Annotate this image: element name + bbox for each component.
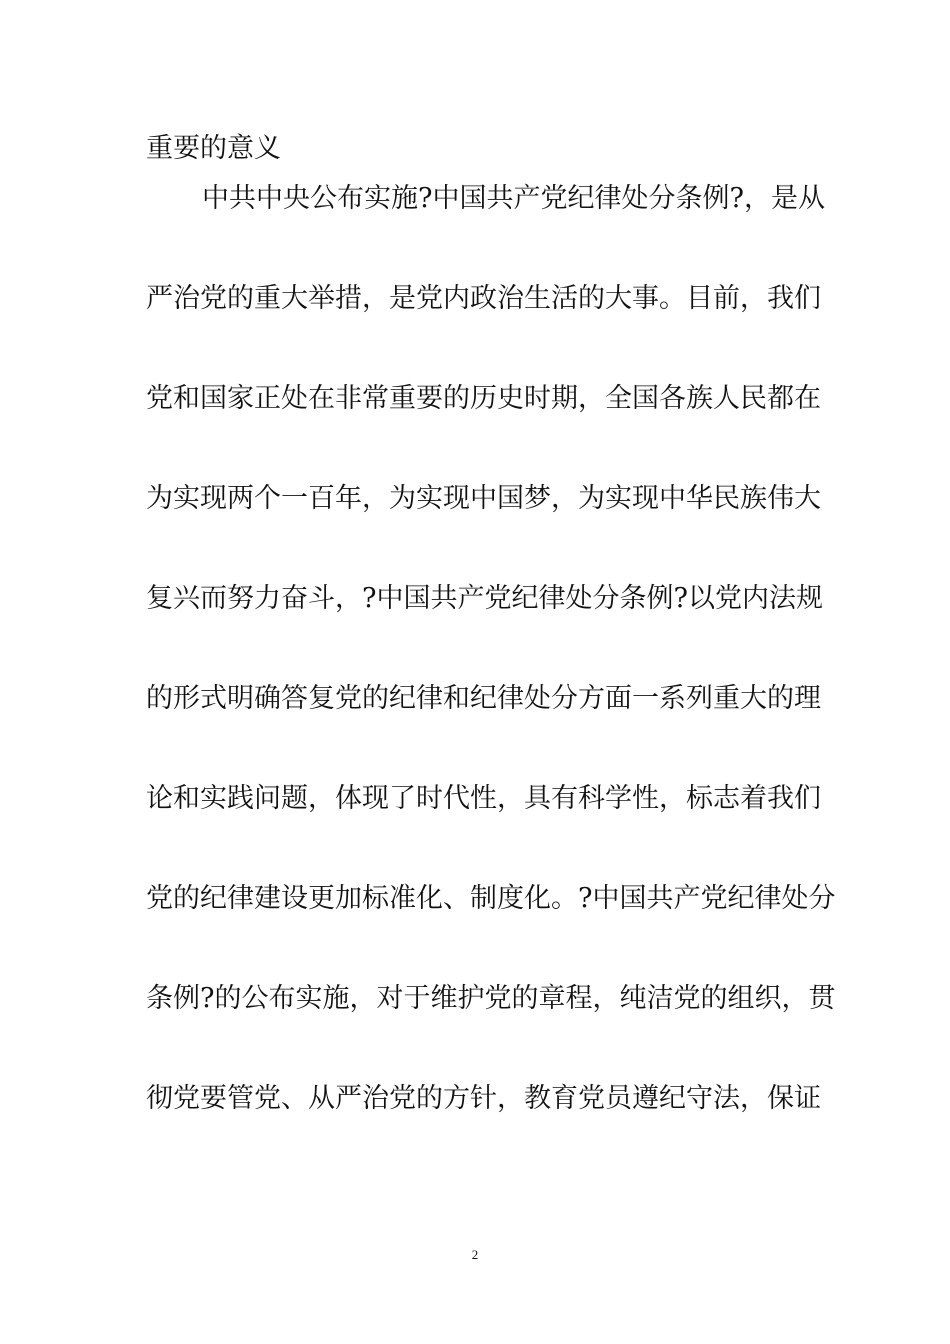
text-line-5: 为实现两个一百年，为实现中国梦，为实现中华民族伟大 [146, 483, 821, 514]
text-line-7: 的形式明确答复党的纪律和纪律处分方面一系列重大的理 [146, 683, 821, 714]
text-line-6: 复兴而努力奋斗，?中国共产党纪律处分条例?以党内法规 [146, 583, 823, 614]
text-line-8: 论和实践问题，体现了时代性，具有科学性，标志着我们 [146, 783, 821, 814]
text-line-11: 彻党要管党、从严治党的方针，教育党员遵纪守法，保证 [146, 1083, 821, 1114]
text-line-4: 党和国家正处在非常重要的历史时期，全国各族人民都在 [146, 383, 821, 414]
text-line-1: 重要的意义 [146, 133, 281, 164]
paragraph-first-line: 中共中央公布实施?中国共产党纪律处分条例?，是从 [202, 183, 825, 214]
page-number: 2 [471, 1247, 479, 1262]
text-line-9: 党的纪律建设更加标准化、制度化。?中国共产党纪律处分 [146, 883, 836, 914]
text-line-3: 严治党的重大举措，是党内政治生活的大事。目前，我们 [146, 283, 821, 314]
text-line-10: 条例?的公布实施，对于维护党的章程，纯洁党的组织，贯 [146, 983, 836, 1014]
